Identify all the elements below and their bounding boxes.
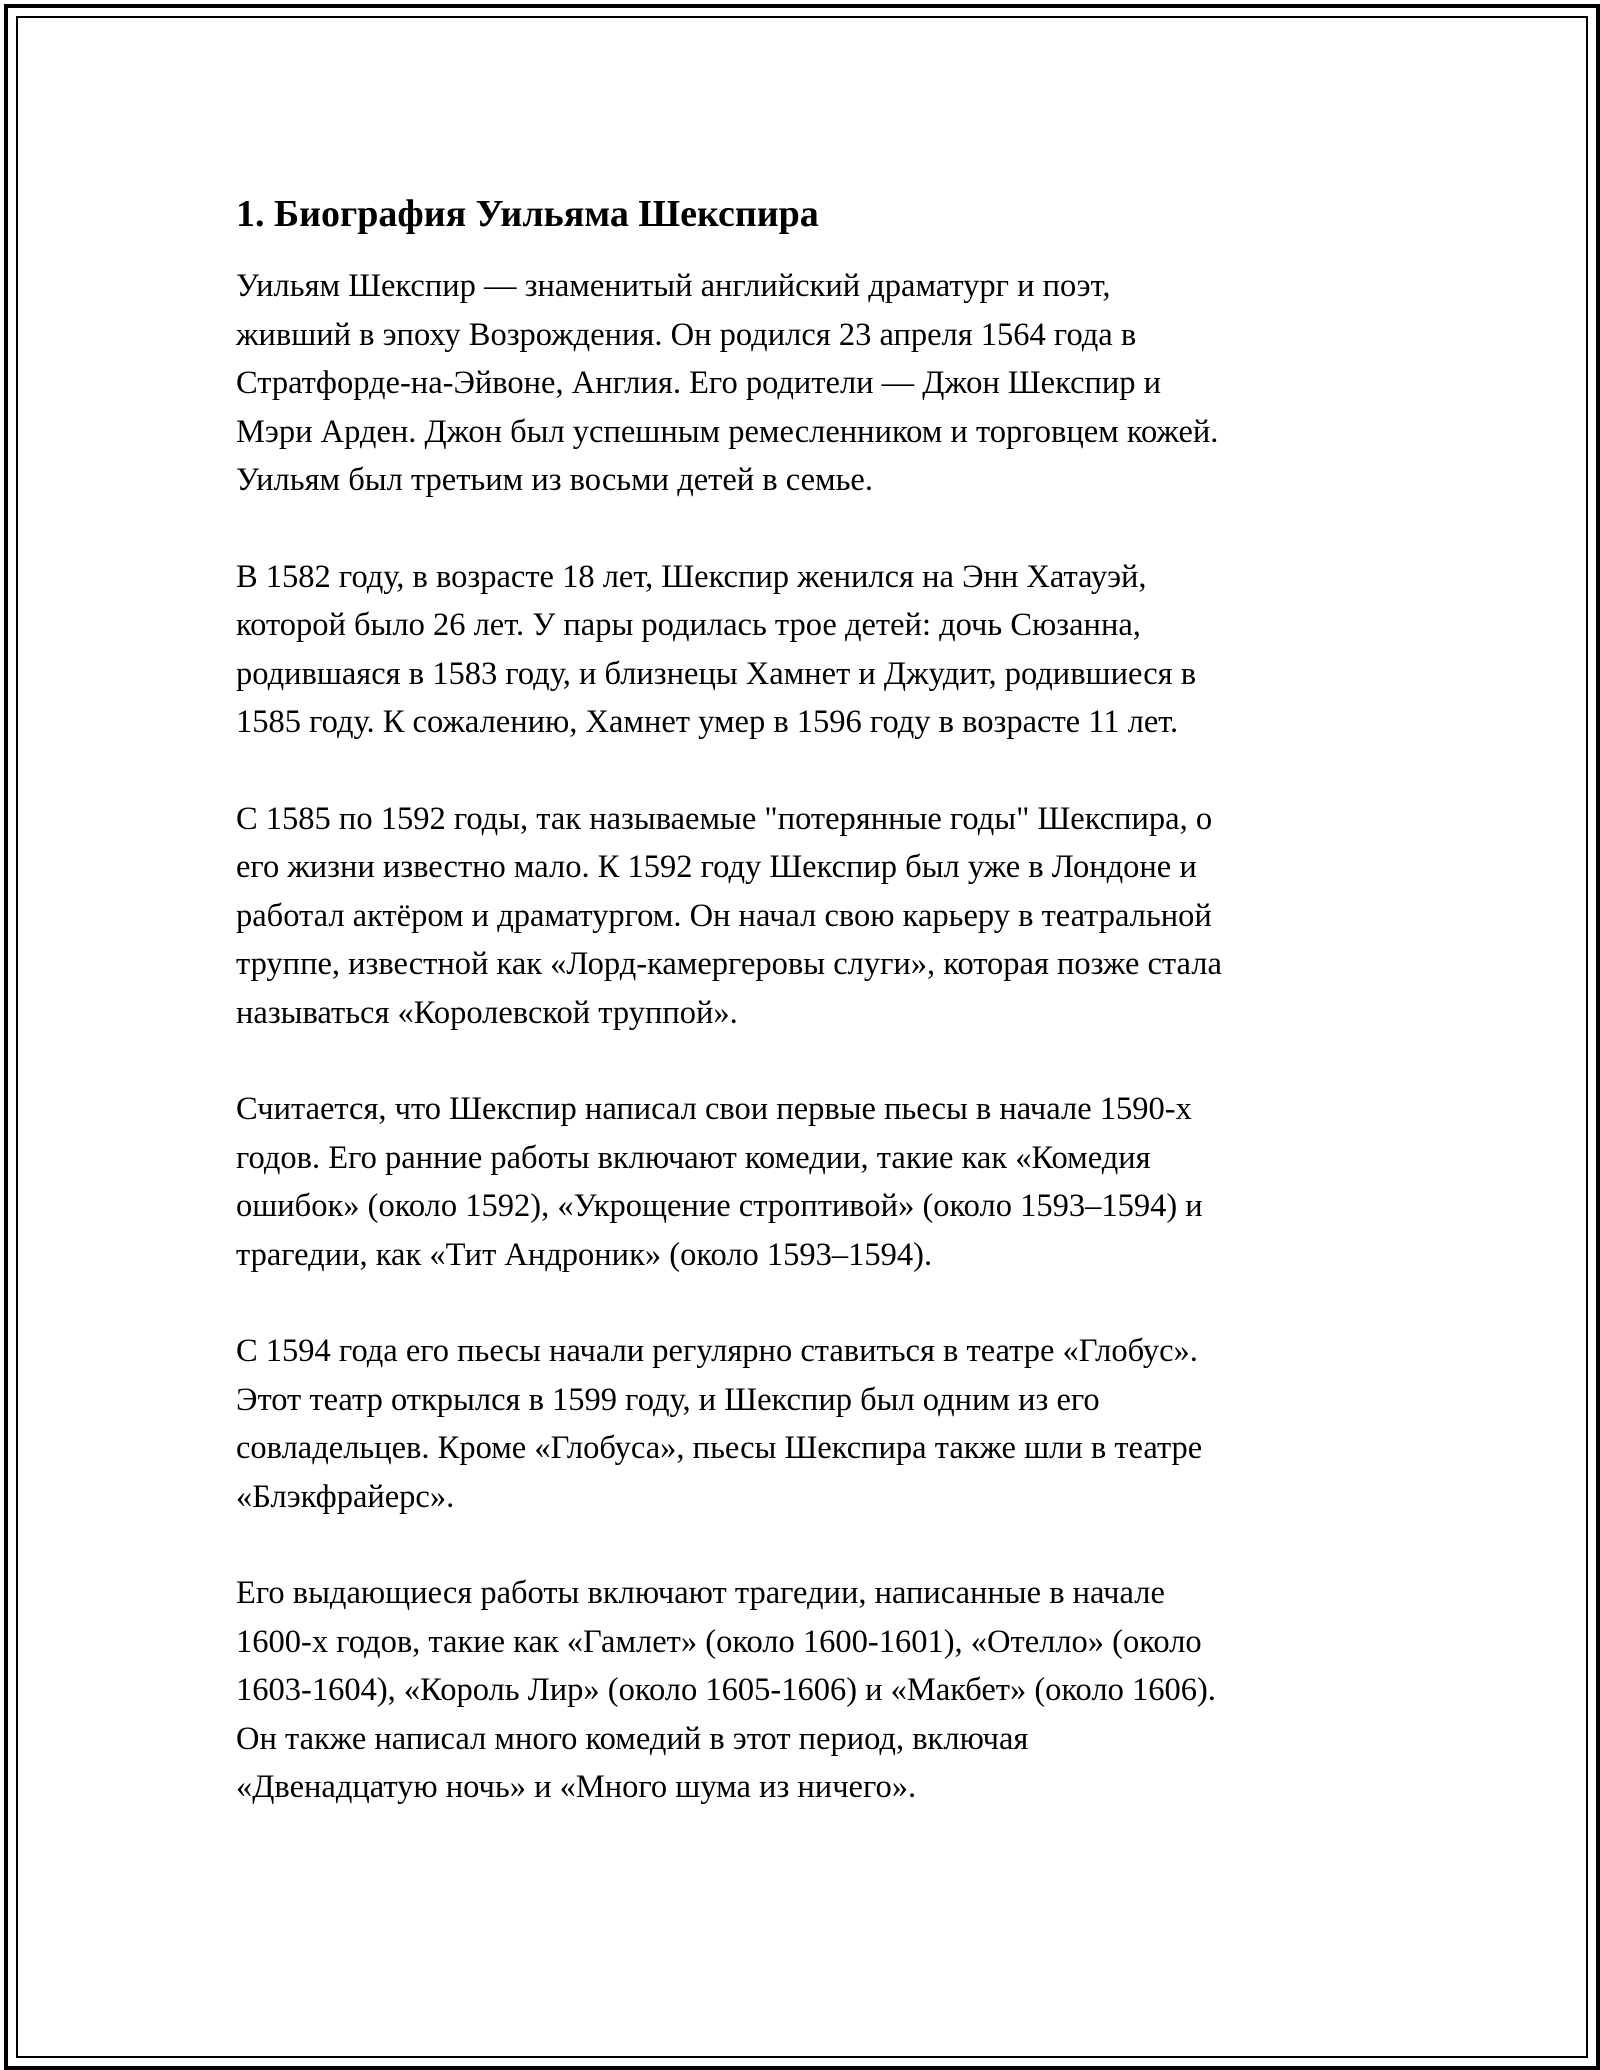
- paragraph-early-plays: [236, 1085, 1376, 1279]
- text-line: 1585 году. К сожалению, Хамнет умер в 1596 году в возрасте 11 лет.: [236, 704, 1179, 740]
- text-line: родившаяся в 1583 году, и близнецы Хамнет и Джудит, родившиеся в: [236, 655, 1197, 692]
- text-line: работал актёром и драматургом. Он начал свою карьеру в театральной: [236, 897, 1212, 934]
- text-line: «Блэкфрайерс».: [236, 1478, 455, 1515]
- document-title: 1. Биография Уильяма Шекспира: [236, 193, 819, 235]
- text-line: Считается, что Шекспир написал свои первые пьесы в начале 1590-х: [236, 1091, 1192, 1127]
- text-line: его жизни известно мало. К 1592 году Шекспир был уже в Лондоне и: [236, 849, 1197, 885]
- text-line: «Двенадцатую ночь» и «Много шума из ничего».: [236, 1769, 917, 1805]
- text-line: Уильям был третьим из восьми детей в семье.: [236, 462, 873, 498]
- text-line: С 1585 по 1592 годы, так называемые "потерянные годы" Шекспира, о: [236, 800, 1213, 837]
- text-line: труппе, известной как «Лорд-камергеровы слуги», которая позже стала: [236, 946, 1222, 982]
- text-line: 1603-1604), «Король Лир» (около 1605-1606) и «Макбет» (около 1606).: [236, 1672, 1216, 1708]
- paragraph-early-life: [236, 262, 1376, 505]
- paragraph-major-works: [236, 1569, 1376, 1812]
- text-line: Стратфорде-на-Эйвоне, Англия. Его родители — Джон Шекспир и: [236, 365, 1162, 401]
- text-line: живший в эпоху Возрождения. Он родился 23 апреля 1564 года в: [236, 316, 1137, 353]
- text-line: Этот театр открылся в 1599 году, и Шекспир был одним из его: [236, 1381, 1100, 1418]
- text-line: В 1582 году, в возрасте 18 лет, Шекспир женился на Энн Хатауэй,: [236, 558, 1147, 595]
- text-line: годов. Его ранние работы включают комедии, такие как «Комедия: [236, 1139, 1151, 1176]
- text-line: ошибок» (около 1592), «Укрощение строптивой» (около 1593–1594) и: [236, 1188, 1203, 1224]
- text-line: Его выдающиеся работы включают трагедии, написанные в начале: [236, 1575, 1165, 1611]
- paragraph-lost-years: [236, 795, 1376, 1038]
- paragraph-marriage: [236, 553, 1376, 747]
- text-line: С 1594 года его пьесы начали регулярно ставиться в театре «Глобус».: [236, 1333, 1198, 1369]
- text-line: которой было 26 лет. У пары родилась трое детей: дочь Сюзанна,: [236, 607, 1141, 643]
- paragraph-globe-theatre: [236, 1327, 1376, 1521]
- text-line: трагедии, как «Тит Андроник» (около 1593–1594).: [236, 1236, 933, 1273]
- text-line: Уильям Шекспир — знаменитый английский драматург и поэт,: [236, 268, 1111, 304]
- text-line: 1600-х годов, такие как «Гамлет» (около 1600-1601), «Отелло» (около: [236, 1623, 1202, 1660]
- text-line: называться «Королевской труппой».: [236, 994, 738, 1031]
- text-line: совладельцев. Кроме «Глобуса», пьесы Шекспира также шли в театре: [236, 1430, 1203, 1466]
- document-body: [236, 186, 1376, 1812]
- text-line: Мэри Арден. Джон был успешным ремесленником и торговцем кожей.: [236, 413, 1219, 450]
- text-line: Он также написал много комедий в этот период, включая: [236, 1720, 1029, 1757]
